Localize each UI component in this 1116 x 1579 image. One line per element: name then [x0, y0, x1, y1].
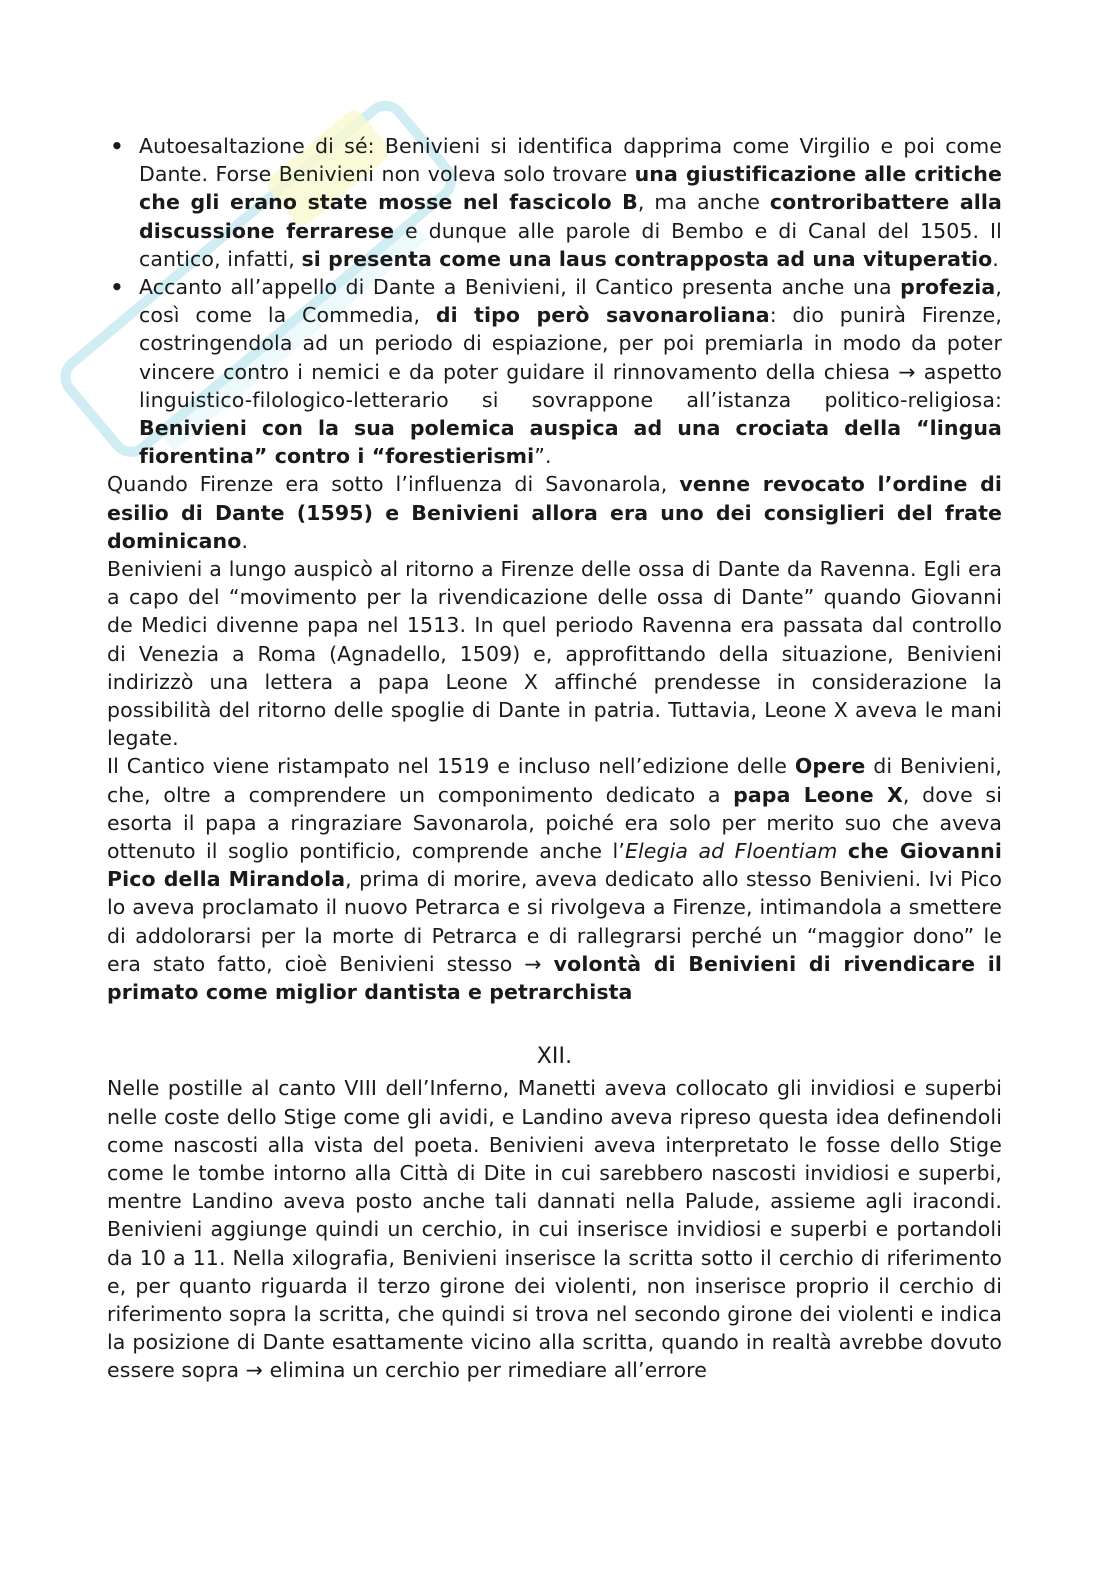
section-heading: XII. [536, 1044, 573, 1070]
text-run: , ma anche [637, 190, 770, 215]
list-item-text [139, 134, 1002, 271]
paragraph-text [107, 754, 1002, 1004]
paragraph [107, 470, 1002, 555]
bold-text: una giustificazione alle critiche che gli erano state mosse nel fascicolo B [139, 162, 1002, 215]
bold-text: volontà di Benivieni di rivendicare il primato come miglior dantista e petrarchista [107, 951, 1002, 1005]
text-run: Il Cantico viene ristampato nel 1519 e incluso nell’edizione delle [107, 754, 795, 779]
bold-text: controribattere alla discussione ferrarese [139, 190, 1002, 243]
paragraph [107, 555, 1002, 752]
text-run: , così come la Commedia, [139, 275, 1002, 328]
text-run: , dove si esorta il papa a ringraziare Savonarola, poiché era solo per merito suo che aveva ottenuto il soglio pontificio, comprende anche l’ [107, 782, 1002, 864]
text-run: Quando Firenze era sotto l’influenza di Savonarola, [107, 472, 680, 497]
bullet-icon: • [110, 134, 124, 158]
text-run: e dunque alle parole di Bembo e di Canal del 1505. Il cantico, infatti, [139, 218, 1002, 271]
paragraph [107, 1074, 1002, 1384]
bullet-icon: • [110, 275, 124, 300]
text-run: Accanto all’appello di Dante a Benivieni, il Cantico presenta anche una [139, 275, 901, 300]
bold-text: Benivieni con la sua polemica auspica ad una crociata della “lingua fiorentina” contro i “forestierismi [139, 416, 1002, 469]
bold-text: che Giovanni Pico della Mirandola [107, 839, 1002, 892]
bold-text: venne revocato l’ordine di esilio di Dante (1595) e Benivieni allora era uno dei consiglieri del frate dominicano [107, 472, 1002, 553]
text-run: : dio punirà Firenze, costringendola ad un periodo di espiazione, per poi premiarla in modo da poter vincere contro i nemici e da poter guidare il rinnovamento della chiesa → aspetto linguistico-filologico-letterario si sovrappone all’istanza politico-religiosa: [139, 303, 1002, 412]
text-run: . [241, 528, 249, 553]
bullet-list [107, 132, 1002, 470]
italic-text: Elegia ad Floentiam [624, 839, 838, 864]
list-item [107, 132, 1002, 273]
bold-text: di tipo però savonaroliana [435, 303, 770, 328]
text-run: . [992, 246, 999, 271]
bold-text: papa Leone X [733, 782, 903, 807]
text-run: Benivieni a lungo auspicò al ritorno a Firenze delle ossa di Dante da Ravenna. Egli era a capo del “movimento per la rivendicazione delle ossa di Dante” quando Giovanni de Medici divenne papa nel 1513. In quel periodo Ravenna era passata dal controllo di Venezia a Roma (Agnadello, 1509) e, approfittando della situazione, Benivieni indirizzò una lettera a papa Leone X affinché prendesse in considerazione la possibilità del ritorno delle spoglie di Dante in patria. Tuttavia, Leone X aveva le mani legate. [107, 557, 1002, 751]
bold-text: si presenta come una laus contrapposta ad una vituperatio [301, 246, 993, 271]
list-item-text [139, 275, 1002, 468]
text-run: , prima di morire, aveva dedicato allo stesso Benivieni. Ivi Pico lo aveva proclamato il nuovo Petrarca e si rivolgeva a Firenze, intimandola a smettere di addolorarsi per la morte di Petrarca e di rallegrarsi perché un “maggior dono” le era stato fatto, cioè Benivieni stesso → [107, 867, 1003, 976]
paragraph-text [107, 557, 1002, 750]
paragraph-text [107, 1076, 1002, 1382]
text-run: Nelle postille al canto VIII dell’Inferno, Manetti aveva collocato gli invidiosi e superbi nelle coste dello Stige come gli avidi, e Landino aveva ripreso questa idea definendoli come nascosti alla vista del poeta. Benivieni aveva interpretato le fosse dello Stige come le tombe intorno alla Città di Dite in cui sarebbero nascosti invidiosi e superbi, mentre Landino aveva posto anche tali dannati nella Palude, assieme agli iracondi. Benivieni aggiunge quindi un cerchio, in cui inserisce invidiosi e superbi e portandoli da 10 a 11. Nella xilografia, Benivieni inserisce la scritta sotto il cerchio di riferimento e, per quanto riguarda il terzo girone dei violenti, non inserisce proprio il cerchio di riferimento sopra la scritta, che quindi si trova nel secondo girone dei violenti e indica la posizione di Dante esattamente vicino alla scritta, quando in realtà avrebbe dovuto essere sopra → elimina un cerchio per rimediare all’errore [107, 1076, 1002, 1383]
paragraph [107, 752, 1002, 1006]
text-run: ”. [534, 444, 552, 469]
paragraph-text [107, 472, 1002, 552]
text-run: di Benivieni, che, oltre a comprendere un componimento dedicato a [107, 754, 1002, 807]
text-run: Autoesaltazione di sé: Benivieni si identifica dapprima come Virgilio e poi come Dante. Forse Benivieni non voleva solo trovare [139, 134, 1002, 187]
text-run [837, 839, 847, 863]
document-body [107, 132, 1002, 1385]
bold-text: Opere [794, 754, 866, 779]
list-item [107, 273, 1002, 470]
bold-text: profezia [900, 275, 996, 300]
